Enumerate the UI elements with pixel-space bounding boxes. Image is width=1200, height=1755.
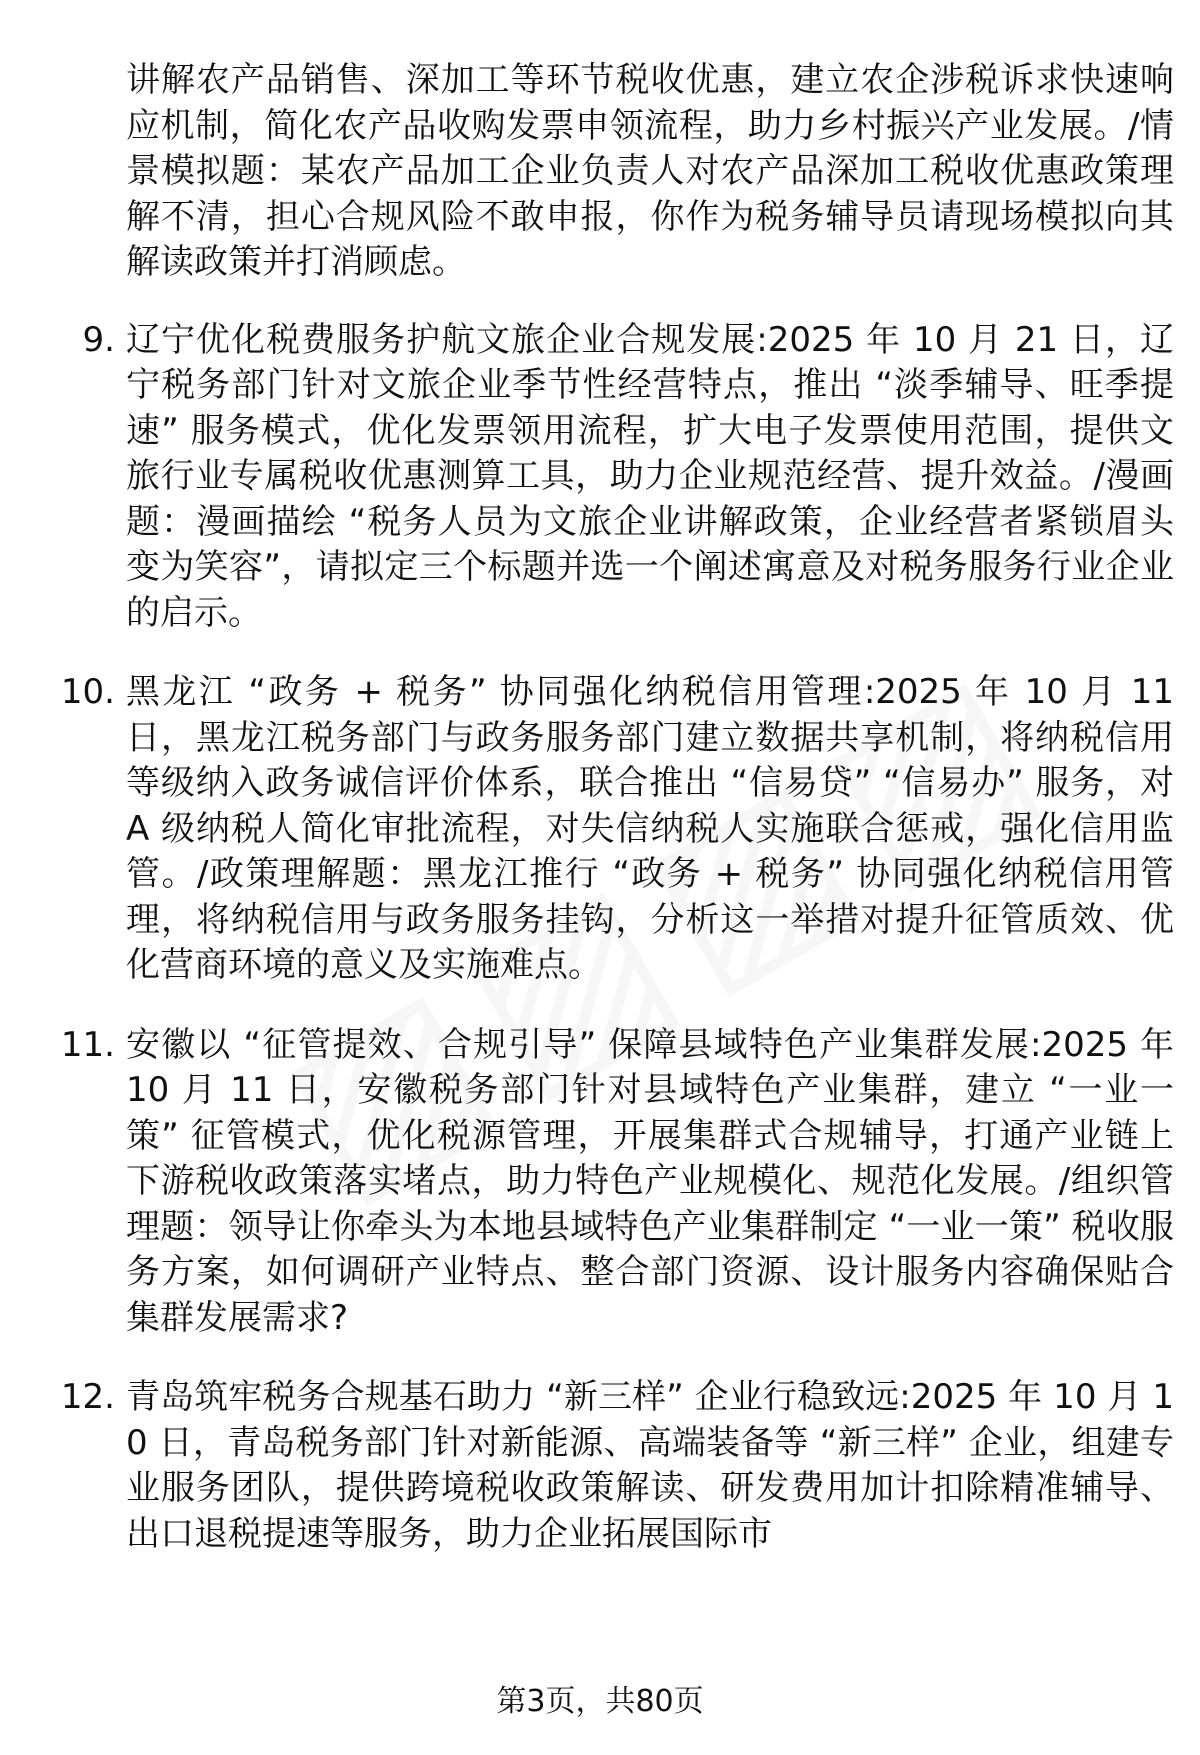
list-item [0, 1023, 1200, 1342]
list-item [0, 670, 1200, 989]
page-footer: 第3页，共80页 [496, 1684, 704, 1719]
list-item-text: 辽宁优化税费服务护航文旅企业合规发展:2025 年 10 月 21 日，辽宁税务部门针对文旅企业季节性经营特点，推出 “淡季辅导、旺季提速” 服务模式，优化发票领用流程，扩大电子发票使用范围，提供文旅行业专属税收优惠测算工具，助力企业规范经营、提升效益。/漫画题：漫画描绘 “税务人员为文旅企业讲解政策，企业经营者紧锁眉头变为笑容”，请拟定三个标题并选一个阐述寓意及对税务服务行业企业的启示。 [126, 319, 1174, 633]
continuation-paragraph: 讲解农产品销售、深加工等环节税收优惠，建立农企涉税诉求快速响应机制，简化农产品收购发票申领流程，助力乡村振兴产业发展。/情景模拟题：某农产品加工企业负责人对农产品深加工税收优惠政策理解不清，担心合规风险不敢申报，你作为税务辅导员请现场模拟向其解读政策并打消顾虑。 [126, 60, 1174, 282]
list-item-number: 10. [60, 672, 115, 712]
list-item [0, 318, 1200, 637]
list-item-number: 12. [60, 1377, 115, 1417]
list-item-text: 安徽以 “征管提效、合规引导” 保障县域特色产业集群发展:2025 年 10 月 11 日，安徽税务部门针对县域特色产业集群，建立 “一业一策” 征管模式，优化税源管理，开展集群式合规辅导，打通产业链上下游税收政策落实堵点，助力特色产业规模化、规范化发展。/组织管理题：领导让你牵头为本地县域特色产业集群制定 “一业一策” 税收服务方案，如何调研产业特点、整合部门资源、设计服务内容确保贴合集群发展需求? [126, 1024, 1174, 1338]
list-item-number: 9. [82, 319, 115, 360]
list-item-number: 11. [60, 1024, 115, 1065]
list-item-text: 青岛筑牢税务合规基石助力 “新三样” 企业行稳致远:2025 年 10 月 10 日，青岛税务部门针对新能源、高端装备等 “新三样” 企业，组建专业服务团队，提供跨境税收政策解读、研发费用加计扣除精准辅导、出口退税提速等服务，助力企业拓展国际市 [126, 1377, 1174, 1554]
document-body [0, 58, 1200, 1591]
list-item [0, 1375, 1200, 1557]
list-item-text: 黑龙江 “政务 + 税务” 协同强化纳税信用管理:2025 年 10 月 11 日，黑龙江税务部门与政务服务部门建立数据共享机制，将纳税信用等级纳入政务诚信评价体系，联合推出 “信易贷” “信易办” 服务，对 A 级纳税人简化审批流程，对失信纳税人实施联合惩戒，强化信用监管。/政策理解题：黑龙江推行 “政务 + 税务” 协同强化纳税信用管理，将纳税信用与政务服务挂钩，分析这一举措对提升征管质效、优化营商环境的意义及实施难点。 [126, 672, 1174, 985]
